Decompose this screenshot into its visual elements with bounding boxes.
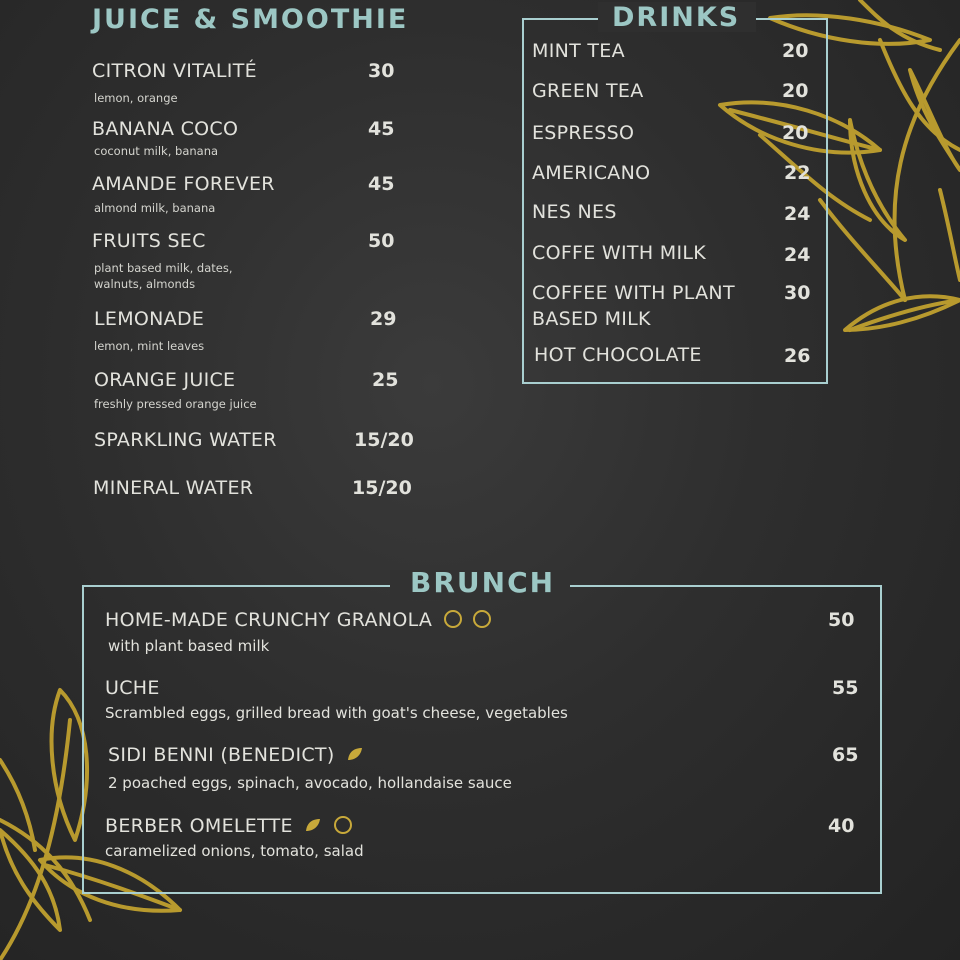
item-price: 22 xyxy=(784,162,811,184)
item-name: SPARKLING WATER xyxy=(94,429,277,451)
item-desc: almond milk, banana xyxy=(94,201,216,215)
item-price: 50 xyxy=(368,230,395,252)
menu-item xyxy=(105,815,352,837)
item-name: HOT CHOCOLATE xyxy=(534,344,702,366)
item-price: 15/20 xyxy=(352,477,412,499)
item-price: 20 xyxy=(782,80,809,102)
item-price: 45 xyxy=(368,173,395,195)
item-price: 30 xyxy=(368,60,395,82)
item-desc: lemon, orange xyxy=(94,91,178,105)
item-price: 29 xyxy=(370,308,397,330)
item-name: MINT TEA xyxy=(532,40,625,62)
vegetarian-leaf-icon xyxy=(346,745,364,763)
item-desc: caramelized onions, tomato, salad xyxy=(105,842,364,860)
item-desc: with plant based milk xyxy=(108,637,270,655)
item-price: 25 xyxy=(372,369,399,391)
item-name: HOME-MADE CRUNCHY GRANOLA xyxy=(105,609,433,631)
item-price: 30 xyxy=(784,282,811,304)
menu-item xyxy=(105,609,491,631)
item-price: 24 xyxy=(784,244,811,266)
gluten-free-icon xyxy=(473,610,491,628)
item-name: AMERICANO xyxy=(532,162,651,184)
juice-section-title: JUICE & SMOOTHIE xyxy=(92,4,409,35)
drinks-section-title: DRINKS xyxy=(612,2,741,33)
item-name: ORANGE JUICE xyxy=(94,369,236,391)
item-price: 15/20 xyxy=(354,429,414,451)
item-price: 50 xyxy=(828,609,855,631)
item-desc: freshly pressed orange juice xyxy=(94,397,257,411)
item-price: 26 xyxy=(784,345,811,367)
vegan-icon xyxy=(444,610,462,628)
item-name-line1: COFFEE WITH PLANT xyxy=(532,282,735,304)
item-name: ESPRESSO xyxy=(532,122,635,144)
item-name: LEMONADE xyxy=(94,308,205,330)
item-desc: Scrambled eggs, grilled bread with goat's cheese, vegetables xyxy=(105,704,568,722)
item-desc: 2 poached eggs, spinach, avocado, hollandaise sauce xyxy=(108,774,512,792)
menu-item xyxy=(108,744,364,766)
item-name: GREEN TEA xyxy=(532,80,644,102)
brunch-section-title: BRUNCH xyxy=(410,566,556,599)
item-name: NES NES xyxy=(532,201,617,223)
item-price: 45 xyxy=(368,118,395,140)
item-price: 20 xyxy=(782,122,809,144)
item-desc: coconut milk, banana xyxy=(94,144,219,158)
item-price: 40 xyxy=(828,815,855,837)
item-desc-line1: plant based milk, dates, xyxy=(94,261,233,275)
item-price: 65 xyxy=(832,744,859,766)
item-price: 55 xyxy=(832,677,859,699)
item-name-line2: BASED MILK xyxy=(532,308,651,330)
item-price: 24 xyxy=(784,203,811,225)
item-name: CITRON VITALITÉ xyxy=(92,60,257,82)
gluten-free-icon xyxy=(334,816,352,834)
item-desc-line2: walnuts, almonds xyxy=(94,277,196,291)
item-name: BANANA COCO xyxy=(92,118,239,140)
item-name: FRUITS SEC xyxy=(92,230,206,252)
item-name: SIDI BENNI (BENEDICT) xyxy=(108,744,335,766)
item-name: COFFE WITH MILK xyxy=(532,242,706,264)
item-name: BERBER OMELETTE xyxy=(105,815,293,837)
item-desc: lemon, mint leaves xyxy=(94,339,205,353)
item-name: MINERAL WATER xyxy=(93,477,254,499)
vegetarian-leaf-icon xyxy=(304,816,322,834)
item-name: AMANDE FOREVER xyxy=(92,173,275,195)
item-price: 20 xyxy=(782,40,809,62)
item-name: UCHE xyxy=(105,677,160,699)
